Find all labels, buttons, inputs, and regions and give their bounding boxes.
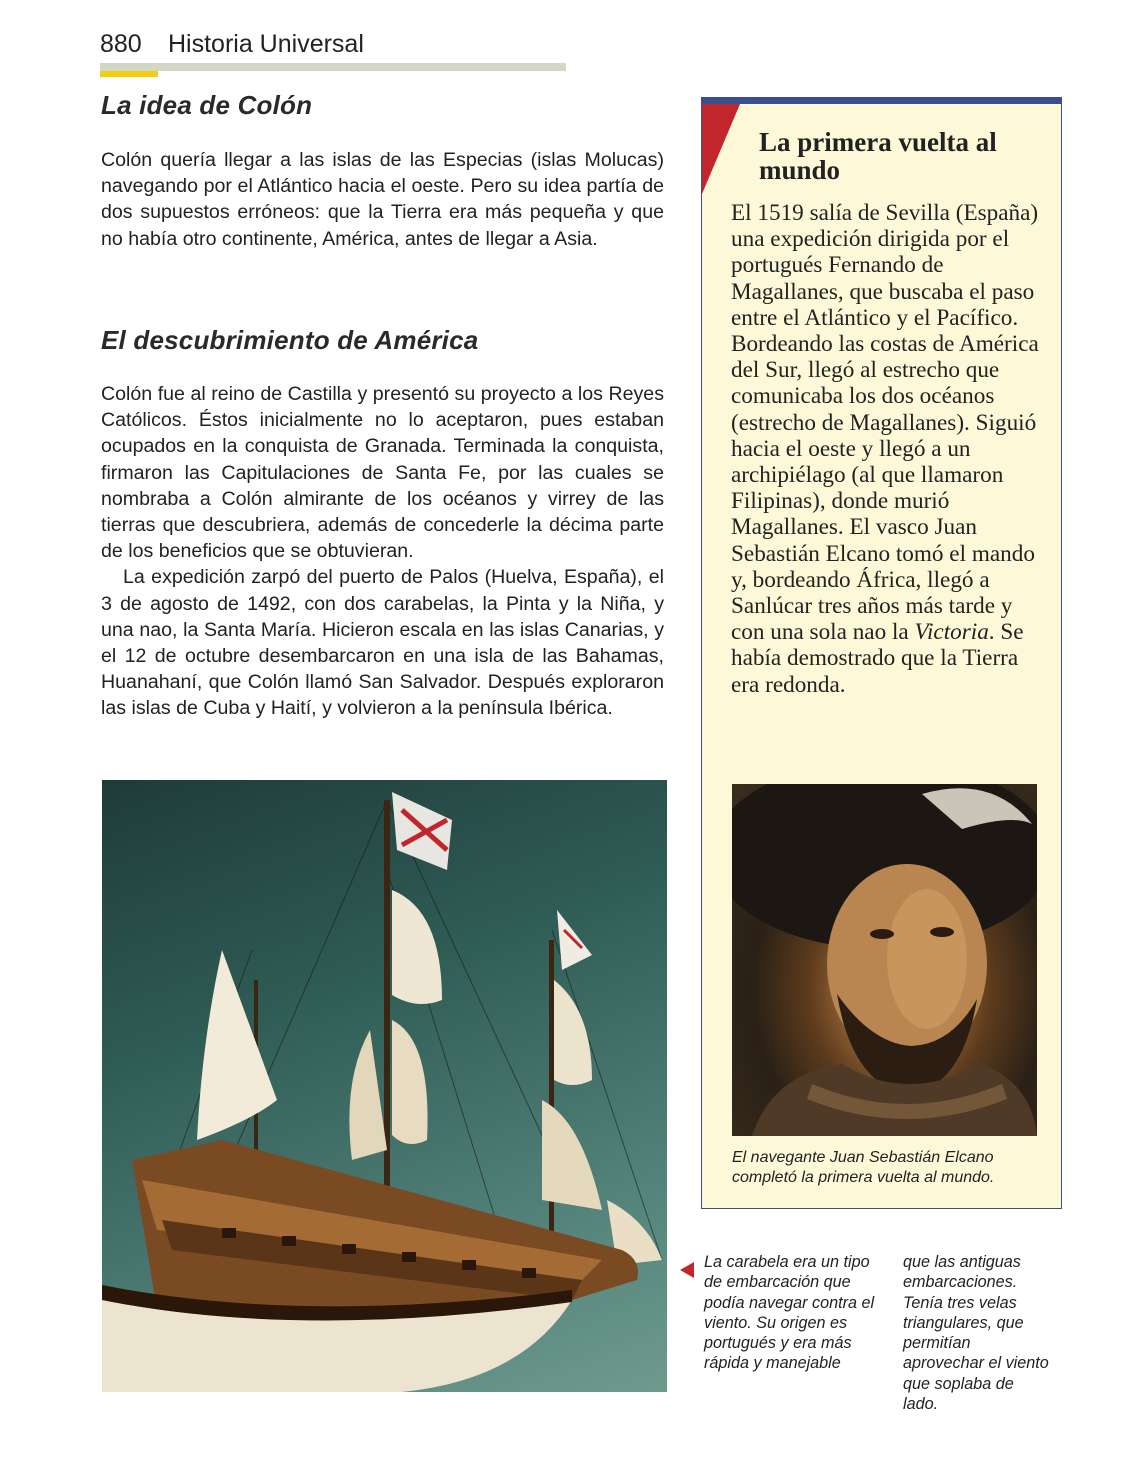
carabela-photo	[102, 780, 667, 1392]
book-title: Historia Universal	[168, 30, 364, 58]
sidebar-box	[701, 97, 1062, 1209]
section-descubrimiento-body	[101, 381, 664, 722]
sidebar-title: La primera vuelta al mundo	[759, 127, 997, 185]
sidebar-corner-accent	[702, 104, 740, 194]
ship-caption-col1: La carabela era un tipo de embarcación que podía navegar contra el viento. Su origen es portugués y era más rápida y manejable	[704, 1253, 875, 1373]
header-rule	[100, 63, 566, 71]
header-accent-bar	[100, 71, 158, 77]
sidebar-text-part: . Se había demostrado que la Tierra era redonda.	[731, 619, 1024, 698]
elcano-portrait	[732, 784, 1037, 1136]
portrait-caption: El navegante Juan Sebastián Elcano completó la primera vuelta al mundo.	[732, 1149, 995, 1186]
section-idea-colon-body	[101, 147, 664, 252]
ship-illustration	[102, 780, 667, 1392]
paragraph: La expedición zarpó del puerto de Palos (Huelva, España), el 3 de agosto de 1492, con dos carabelas, la Pinta y la Niña, y una nao, la Santa María. Hicieron escala en las islas Canarias, y el 12 de octubre desembarcaron en una isla de las Bahamas, Huanahaní, que Colón llamó San Salvador. Después exploraron las islas de Cuba y Haití, y volvieron a la península Ibérica.	[101, 566, 664, 720]
caption-arrow-icon	[680, 1262, 694, 1278]
paragraph: Colón quería llegar a las islas de las Especias (islas Molucas) navegando por el Atlántico hacia el oeste. Pero su idea partía de dos supuestos erróneos: que la Tierra era más pequeña y que no había otro continente, América, antes de llegar a Asia.	[101, 149, 664, 250]
portrait-illustration	[732, 784, 1037, 1136]
sidebar-text-part: El 1519 salía de Sevilla (España) una expedición dirigida por el portugués Fernando de Magallanes, que buscaba el paso entre el Atlántico y el Pacífico. Bordeando las costas de América del Sur, llegó al estrecho que comunicaba los dos océanos (estrecho de Magallanes). Siguió hacia el oeste y llegó a un archipiélago (al que llamaron Filipinas), donde murió Magallanes. El vasco Juan Sebastián Elcano tomó el mando y, bordeando África, llegó a Sanlúcar tres años más tarde y con una sola nao la	[731, 200, 1039, 646]
ship-name-victoria: Victoria	[914, 619, 989, 646]
section-heading-descubrimiento: El descubrimiento de América	[101, 325, 479, 355]
section-heading-idea-colon: La idea de Colón	[101, 90, 313, 120]
ship-caption-col2: que las antiguas embarcaciones. Tenía tres velas triangulares, que permitían aprovechar el viento que soplaba de lado.	[903, 1253, 1049, 1414]
page-number: 880	[100, 30, 142, 58]
sidebar-text	[731, 200, 1051, 698]
paragraph: Colón fue al reino de Castilla y presentó su proyecto a los Reyes Católicos. Éstos inicialmente no lo aceptaron, pues estaban ocupados en la conquista de Granada. Terminada la conquista, firmaron las Capitulaciones de Santa Fe, por las cuales se nombraba a Colón almirante de los océanos y virrey de las tierras que descubriera, además de concederle la décima parte de los beneficios que se obtuvieran.	[101, 383, 664, 563]
